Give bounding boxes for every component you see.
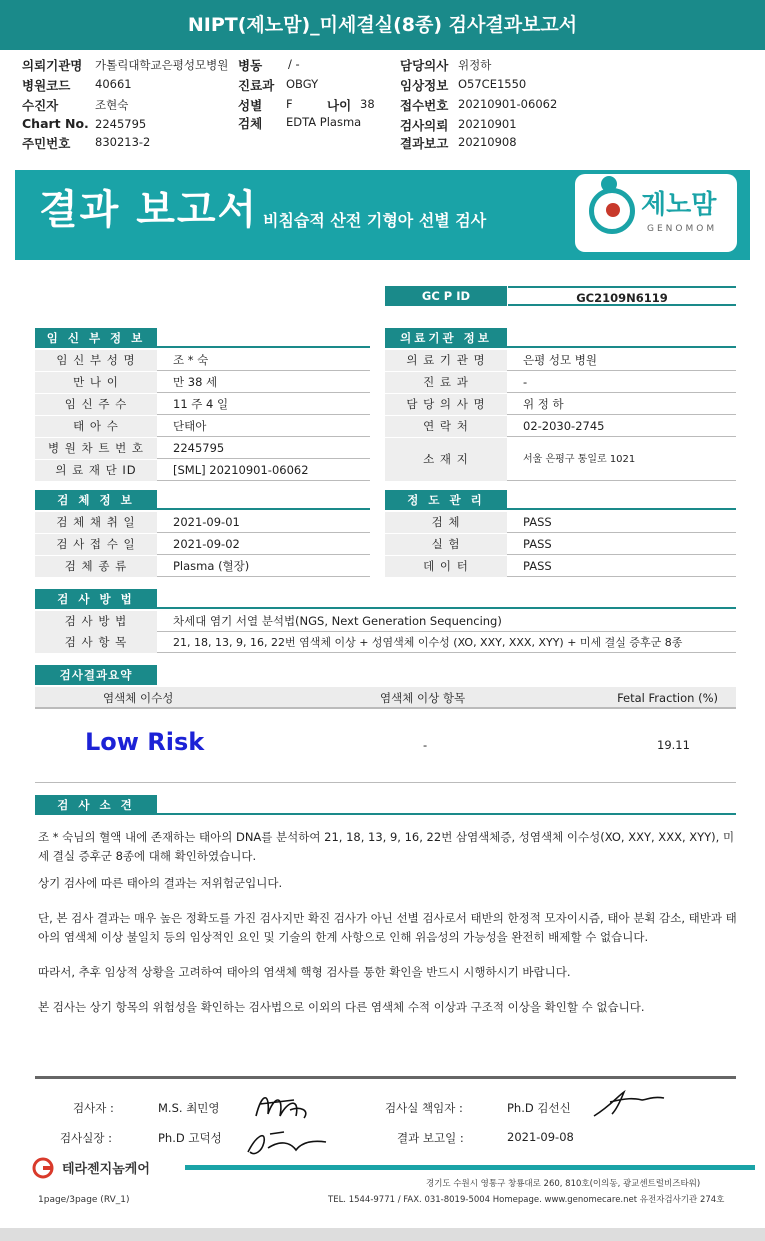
- row-value: [SML] 20210901-06062: [173, 463, 309, 477]
- specimen-label: 검체: [238, 116, 263, 131]
- mother-baby-icon: [589, 188, 635, 234]
- clinical-info: O57CE1550: [458, 77, 527, 91]
- col-fetal-fraction: Fetal Fraction (%): [617, 691, 718, 705]
- table-row: [385, 416, 736, 437]
- findings-paragraph: 단, 본 검사 결과는 매우 높은 정확도를 가진 검사지만 확진 검사가 아닌 선별 검사로서 태반의 한정적 모자이시즘, 태아 분획 감소, 태반과 태아의 염색체 이상 불일치 등의 임상적인 요인 및 기술의 한계 사항으로 인해 위음성의 가능성을 완전히 배제할 수 없습니다.: [38, 911, 737, 944]
- row-label: 만 나 이: [35, 372, 157, 393]
- col-aneuploidy: 염색체 이수성: [103, 691, 174, 705]
- table-row: [385, 372, 736, 393]
- ward-label: 병동: [238, 58, 263, 73]
- banner-title: 결과 보고서: [39, 187, 259, 233]
- specimen: EDTA Plasma: [286, 115, 362, 129]
- report-date-label: 결과 보고일 :: [397, 1131, 464, 1145]
- clinical-info-label: 임상정보: [400, 78, 449, 93]
- row-value: 21, 18, 13, 9, 16, 22번 염색체 이상 + 성염색체 이수성 (XO, XXY, XXX, XYY) + 미세 결실 증후군 8종: [173, 636, 683, 649]
- table-row: [385, 534, 736, 555]
- lab-manager-label: 검사실 책임자 :: [385, 1101, 463, 1115]
- ward: / -: [288, 57, 300, 71]
- institution-info-header: [385, 328, 736, 348]
- company-address: 경기도 수원시 영통구 창룡대로 260, 810호(이의동, 광교센트럴비즈타워): [426, 1179, 701, 1189]
- chart-no: 2245795: [95, 117, 147, 131]
- receipt-no: 20210901-06062: [458, 97, 558, 111]
- row-value: 11 주 4 일: [173, 397, 229, 411]
- pregnant-info-title: 임 신 부 정 보: [35, 328, 157, 348]
- row-label: 검 체 종 류: [35, 556, 157, 577]
- patient-label: 수진자: [22, 98, 59, 113]
- findings-title: 검 사 소 견: [35, 795, 157, 815]
- hospital-code-label: 병원코드: [22, 78, 71, 93]
- gcp-id-label: GC P ID: [385, 286, 507, 306]
- table-row: [35, 534, 370, 555]
- row-label: 임 신 주 수: [35, 394, 157, 415]
- request-date: 20210901: [458, 117, 517, 131]
- row-value: PASS: [523, 559, 552, 573]
- row-label: 임 신 부 성 명: [35, 350, 157, 371]
- page-number: 1page/3page (RV_1): [38, 1195, 130, 1205]
- resident-no: 830213-2: [95, 135, 151, 149]
- result-summary-title: 검사결과요약: [35, 665, 157, 685]
- findings-paragraph: 본 검사는 상기 항목의 위험성을 확인하는 검사법으로 이외의 다른 염색체 수적 이상과 구조적 이상을 확인할 수 없습니다.: [38, 1000, 645, 1014]
- logo-korean: 제노맘: [641, 190, 717, 220]
- qc-info-header: [385, 490, 736, 510]
- report-date: 20210908: [458, 135, 517, 149]
- table-row: [35, 372, 370, 393]
- report-date-label: 결과보고: [400, 136, 449, 151]
- divider: [35, 1076, 736, 1079]
- signature-icon: [240, 1122, 330, 1162]
- row-value: PASS: [523, 537, 552, 551]
- department: OBGY: [286, 77, 319, 91]
- divider: [185, 1165, 755, 1170]
- row-label: 담 당 의 사 명: [385, 394, 507, 415]
- row-value: -: [523, 375, 528, 389]
- company-contact: TEL. 1544-9771 / FAX. 031-8019-5004 Homepage. www.genomecare.net 유전자검사기관 274호: [328, 1195, 725, 1205]
- row-label: 의 료 기 관 명: [385, 350, 507, 371]
- row-value: PASS: [523, 515, 552, 529]
- row-label: 태 아 수: [35, 416, 157, 437]
- table-row: [35, 460, 370, 481]
- row-label: 소 재 지: [385, 438, 507, 481]
- table-row: [385, 556, 736, 577]
- table-row: [35, 512, 370, 533]
- resident-no-label: 주민번호: [22, 136, 71, 151]
- method-info-title: 검 사 방 법: [35, 589, 157, 609]
- row-label: 의 료 재 단 ID: [35, 460, 157, 481]
- genomom-logo: [575, 174, 737, 252]
- row-label: 검 체: [385, 512, 507, 533]
- row-value: 2021-09-01: [173, 515, 240, 529]
- table-row: [385, 438, 736, 481]
- specimen-info-title: 검 체 정 보: [35, 490, 157, 510]
- table-row: [385, 512, 736, 533]
- method-info-header: [35, 589, 736, 609]
- row-label: 병 원 차 트 번 호: [35, 438, 157, 459]
- row-label: 검 사 접 수 일: [35, 534, 157, 555]
- signature-icon: [590, 1086, 670, 1122]
- age: 38: [360, 97, 375, 111]
- company-logo-icon: [32, 1157, 56, 1179]
- row-value: 만 38 세: [173, 375, 218, 389]
- row-label: 데 이 터: [385, 556, 507, 577]
- row-value: 2021-09-02: [173, 537, 240, 551]
- lab-director-label: 검사실장 :: [60, 1131, 112, 1145]
- row-label: 검 체 채 취 일: [35, 512, 157, 533]
- tester-label: 검사자 :: [73, 1101, 114, 1115]
- row-value: Plasma (혈장): [173, 559, 250, 573]
- specimen-info-header: [35, 490, 370, 510]
- findings-paragraph: 상기 검사에 따른 태아의 결과는 저위험군입니다.: [38, 876, 283, 890]
- qc-info-title: 정 도 관 리: [385, 490, 507, 510]
- result-banner: [15, 170, 750, 260]
- logo-english: GENOMOM: [647, 224, 718, 234]
- table-row: [385, 394, 736, 415]
- findings-header: [35, 795, 736, 815]
- tester: M.S. 최민영: [158, 1101, 220, 1115]
- hospital-code: 40661: [95, 77, 132, 91]
- requesting-institution: 가톨릭대학교은평성모병원: [95, 58, 229, 72]
- company-name: 테라젠지놈케어: [62, 1162, 150, 1177]
- gcp-id-value: GC2109N6119: [508, 286, 736, 306]
- age-label: 나이: [327, 98, 352, 113]
- table-row: [35, 632, 736, 653]
- row-label: 연 락 처: [385, 416, 507, 437]
- attending-label: 담당의사: [400, 58, 449, 73]
- signature-icon: [250, 1086, 320, 1126]
- receipt-no-label: 접수번호: [400, 98, 449, 113]
- chart-no-label: Chart No.: [22, 116, 89, 131]
- table-row: [35, 350, 370, 371]
- row-value: 조 * 숙: [173, 353, 209, 367]
- institution-info-title: 의료기관 정보: [385, 328, 507, 348]
- risk-result: Low Risk: [85, 728, 205, 756]
- row-value: 02-2030-2745: [523, 419, 605, 433]
- findings-paragraph: 조 * 숙님의 혈액 내에 존재하는 태아의 DNA를 분석하여 21, 18, 13, 9, 16, 22번 삼염색체증, 성염색체 이수성(XO, XXY, XXX, XYY), 미세 결실 증후군 8종에 대해 확인하였습니다.: [38, 830, 735, 863]
- divider: [35, 782, 736, 783]
- row-value: 단태아: [173, 419, 207, 433]
- table-row: [35, 556, 370, 577]
- pregnant-info-header: [35, 328, 370, 348]
- row-value: 은평 성모 병원: [523, 353, 597, 367]
- abnormal-items-value: -: [423, 738, 428, 752]
- final-report-date: 2021-09-08: [507, 1130, 574, 1144]
- findings-paragraph: 따라서, 추후 임상적 상황을 고려하여 태아의 염색체 핵형 검사를 통한 확인을 반드시 시행하시기 바랍니다.: [38, 965, 571, 979]
- row-label: 검 사 방 법: [35, 611, 157, 632]
- department-label: 진료과: [238, 78, 275, 93]
- request-date-label: 검사의뢰: [400, 118, 449, 133]
- table-row: [35, 438, 370, 459]
- table-row: [35, 416, 370, 437]
- report-title: NIPT(제노맘)_미세결실(8종) 검사결과보고서: [0, 0, 765, 50]
- row-value: 2245795: [173, 441, 225, 455]
- patient: 조현숙: [95, 98, 129, 112]
- table-row: [385, 350, 736, 371]
- requesting-institution-label: 의뢰기관명: [22, 58, 83, 73]
- banner-subtitle: 비침습적 산전 기형아 선별 검사: [263, 211, 487, 230]
- sex: F: [286, 97, 293, 111]
- page-bottom-margin: [0, 1228, 765, 1241]
- table-row: [35, 611, 736, 632]
- col-abnormal-items: 염색체 이상 항목: [380, 691, 466, 705]
- result-summary-columns: [35, 687, 736, 709]
- header-info: [0, 56, 765, 152]
- row-label: 검 사 항 목: [35, 632, 157, 653]
- lab-director: Ph.D 고덕성: [158, 1131, 222, 1145]
- lab-manager: Ph.D 김선신: [507, 1101, 571, 1115]
- row-value: 차세대 염기 서열 분석법(NGS, Next Generation Sequencing): [173, 614, 502, 628]
- fetal-fraction-value: 19.11: [657, 738, 690, 752]
- row-value: 서울 은평구 통일로 1021: [523, 454, 636, 465]
- row-label: 실 험: [385, 534, 507, 555]
- sex-label: 성별: [238, 98, 263, 113]
- row-value: 위 정 하: [523, 397, 564, 411]
- table-row: [35, 394, 370, 415]
- attending: 위정하: [458, 58, 492, 72]
- logo-head-dot: [601, 176, 617, 192]
- result-summary-header: [35, 665, 736, 685]
- row-label: 진 료 과: [385, 372, 507, 393]
